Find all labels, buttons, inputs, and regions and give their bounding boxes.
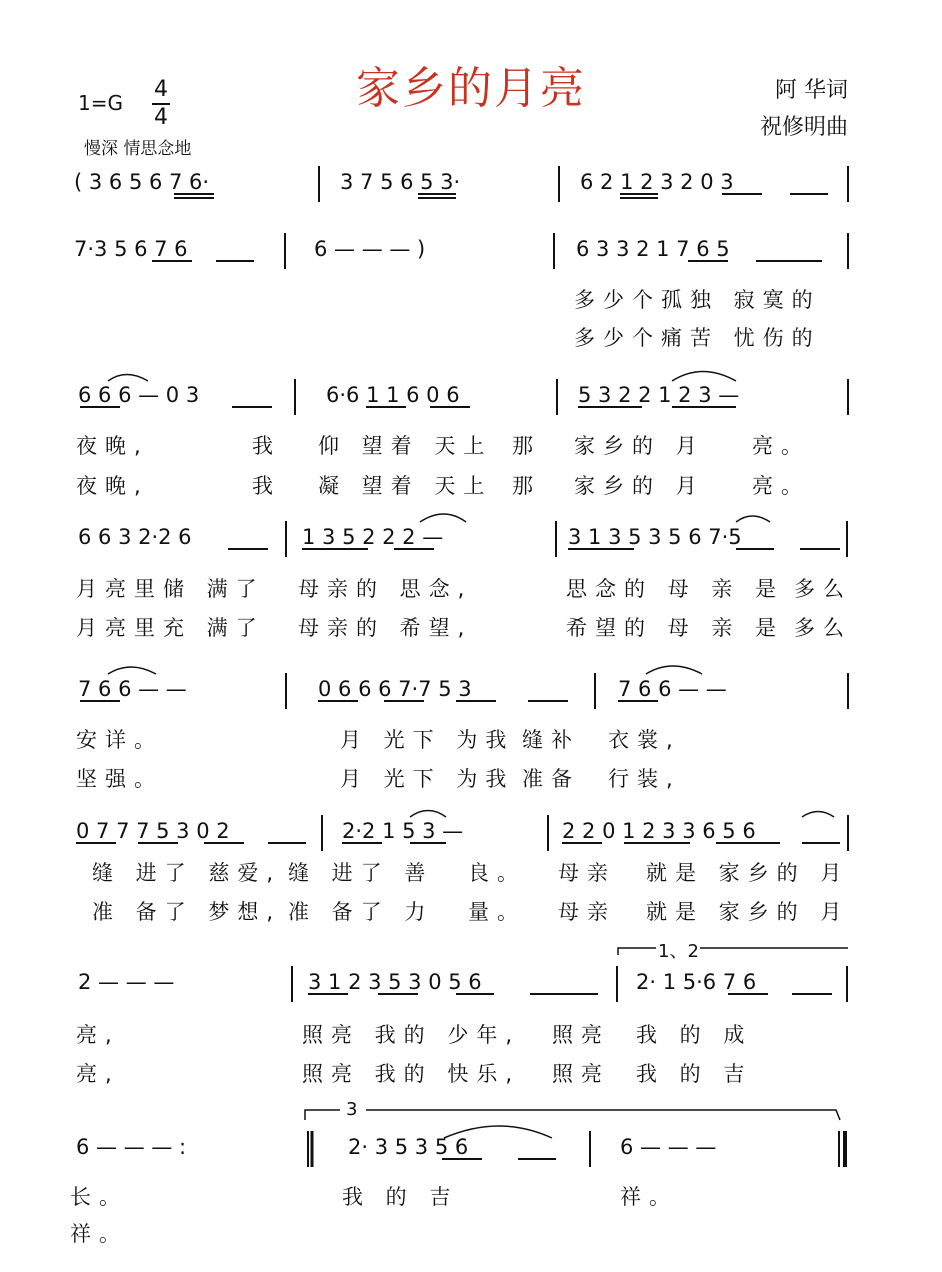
lyric-word: 多么 — [794, 577, 852, 601]
lyric-word: 我 的 吉 — [342, 1185, 459, 1209]
lyric-word: 亮。 — [752, 434, 810, 458]
song-title: 家乡的月亮 — [356, 63, 586, 114]
lyric-word: 缝补 — [522, 728, 580, 752]
measure-8-1: 6 — — — : — [76, 1135, 187, 1159]
lyric-word: 就是 家乡的 月 — [646, 900, 850, 924]
measure-7-1: 2 — — — — [78, 970, 175, 994]
measure-3-3: 5 3 2 2 1 2 3 — — [578, 383, 740, 407]
measure-1-1: ( 3 6 5 6 7 6· — [74, 170, 210, 194]
lyric-word: 多么 — [794, 616, 852, 640]
measure-3-1: 6 6 6 — 0 3 — [78, 383, 200, 407]
measure-6-3: 2 2 0 1 2 3 3 6 5 6 — [562, 819, 756, 843]
measure-4-2: 1 3 5 2 2 2 — — [302, 525, 444, 549]
lyric-word: 凝 望着 天上 — [318, 474, 493, 498]
lyric-word: 月亮里储 满了 — [76, 577, 265, 601]
lyric-word: 思念的 母 亲 是 — [566, 577, 785, 601]
measure-5-3: 7 6 6 — — — [618, 677, 727, 701]
measure-7-3: 2· 1 5·6 7 6 — [636, 970, 757, 994]
lyrics-verse-2: 多少个痛苦 忧伤的 — [574, 326, 821, 350]
lyric-word: 希望的 母 亲 是 — [566, 616, 785, 640]
composer-credit: 祝修明曲 — [759, 115, 848, 140]
measure-7-2: 3 1 2 3 5 3 0 5 6 — [308, 970, 482, 994]
lyric-word: 那 — [512, 434, 541, 458]
lyric-word: 祥。 — [70, 1222, 128, 1246]
lyric-word: 就是 家乡的 月 — [646, 861, 850, 885]
lyric-word: 缝 进了 善 — [288, 861, 434, 885]
lyric-word: 我 的 成 — [636, 1023, 753, 1047]
measure-8-3: 6 — — — — [620, 1135, 717, 1159]
time-signature-top: 4 — [154, 77, 168, 102]
lyric-word: 准 备了 力 — [288, 900, 434, 924]
lyricist-credit: 阿 华词 — [775, 78, 848, 103]
lyric-word: 衣裳, — [608, 728, 681, 752]
lyric-word: 亮, — [76, 1062, 120, 1086]
lyric-word: 准 备了 梦想, — [92, 900, 282, 924]
measure-5-2: 0 6 6 6 7·7 5 3 — [318, 677, 472, 701]
lyric-word: 照亮 我的 少年, — [302, 1023, 521, 1047]
lyric-word: 我 的 吉 — [636, 1062, 753, 1086]
lyric-word: 家乡的 月 — [574, 474, 705, 498]
lyric-word: 夜晚, — [76, 474, 149, 498]
lyric-word: 良。 — [468, 861, 526, 885]
lyric-word: 仰 望着 天上 — [318, 434, 493, 458]
lyric-word: 母亲的 希望, — [298, 616, 473, 640]
measure-5-1: 7 6 6 — — — [78, 677, 187, 701]
measure-1-3: 6 2 1 2 3 2 0 3 — [580, 170, 734, 194]
lyric-word: 月 光下 为我 — [340, 728, 515, 752]
lyric-word: 我 — [252, 474, 281, 498]
lyrics-verse-1: 多少个孤独 寂寞的 — [574, 288, 821, 312]
beams — [76, 194, 840, 843]
lyric-word: 长。 — [70, 1185, 128, 1209]
lyric-word: 月亮里充 满了 — [76, 616, 265, 640]
measure-3-2: 6·6 1 1 6 0 6 — [326, 383, 460, 407]
measure-1-2: 3 7 5 6 5 3· — [340, 170, 461, 194]
measure-6-1: 0 7 7 7 5 3 0 2 — [76, 819, 230, 843]
lyric-word: 亮。 — [752, 474, 810, 498]
measure-2-3: 6 3 3 2 1 7 6 5 — [576, 237, 730, 261]
lyric-word: 夜晚, — [76, 434, 149, 458]
measure-4-1: 6 6 3 2·2 6 — [78, 525, 192, 549]
lyric-word: 亮, — [76, 1023, 120, 1047]
time-signature-bottom: 4 — [154, 105, 168, 130]
measure-4-3: 3 1 3 5 3 5 6 7·5 — [568, 525, 742, 549]
lyric-word: 量。 — [468, 900, 526, 924]
lyric-word: 祥。 — [620, 1185, 678, 1209]
lyric-word: 照亮 我的 快乐, — [302, 1062, 521, 1086]
lyric-word: 家乡的 月 — [574, 434, 705, 458]
volta-label-1: 1、2 — [658, 941, 699, 962]
lyric-word: 月 光下 为我 — [340, 767, 515, 791]
lyric-word: 母亲 — [558, 900, 616, 924]
lyric-word: 母亲 — [558, 861, 616, 885]
lyric-word: 母亲的 思念, — [298, 577, 473, 601]
key-signature: 1=G — [78, 91, 123, 115]
lyric-word: 坚强。 — [76, 767, 163, 791]
volta-label-2: 3 — [346, 1099, 358, 1120]
lyric-word: 照亮 — [552, 1023, 610, 1047]
measure-2-1: 7·3 5 6 7 6 — [74, 237, 188, 261]
lyric-word: 缝 进了 慈爱, — [92, 861, 282, 885]
volta-bracket-1 — [618, 948, 848, 955]
tempo-marking: 慢深 情思念地 — [84, 139, 192, 159]
lyric-word: 照亮 — [552, 1062, 610, 1086]
lyric-word: 准备 — [522, 767, 580, 791]
measure-6-2: 2·2 1 5 3 — — [342, 819, 464, 843]
measure-8-2: 2· 3 5 3 5 6 — [348, 1135, 469, 1159]
lyric-word: 安详。 — [76, 728, 163, 752]
volta-bracket-2 — [305, 1110, 840, 1120]
lyric-word: 行装, — [608, 767, 681, 791]
measure-2-2: 6 — — — ) — [314, 237, 426, 261]
lyric-word: 我 — [252, 434, 281, 458]
lyric-word: 那 — [512, 474, 541, 498]
